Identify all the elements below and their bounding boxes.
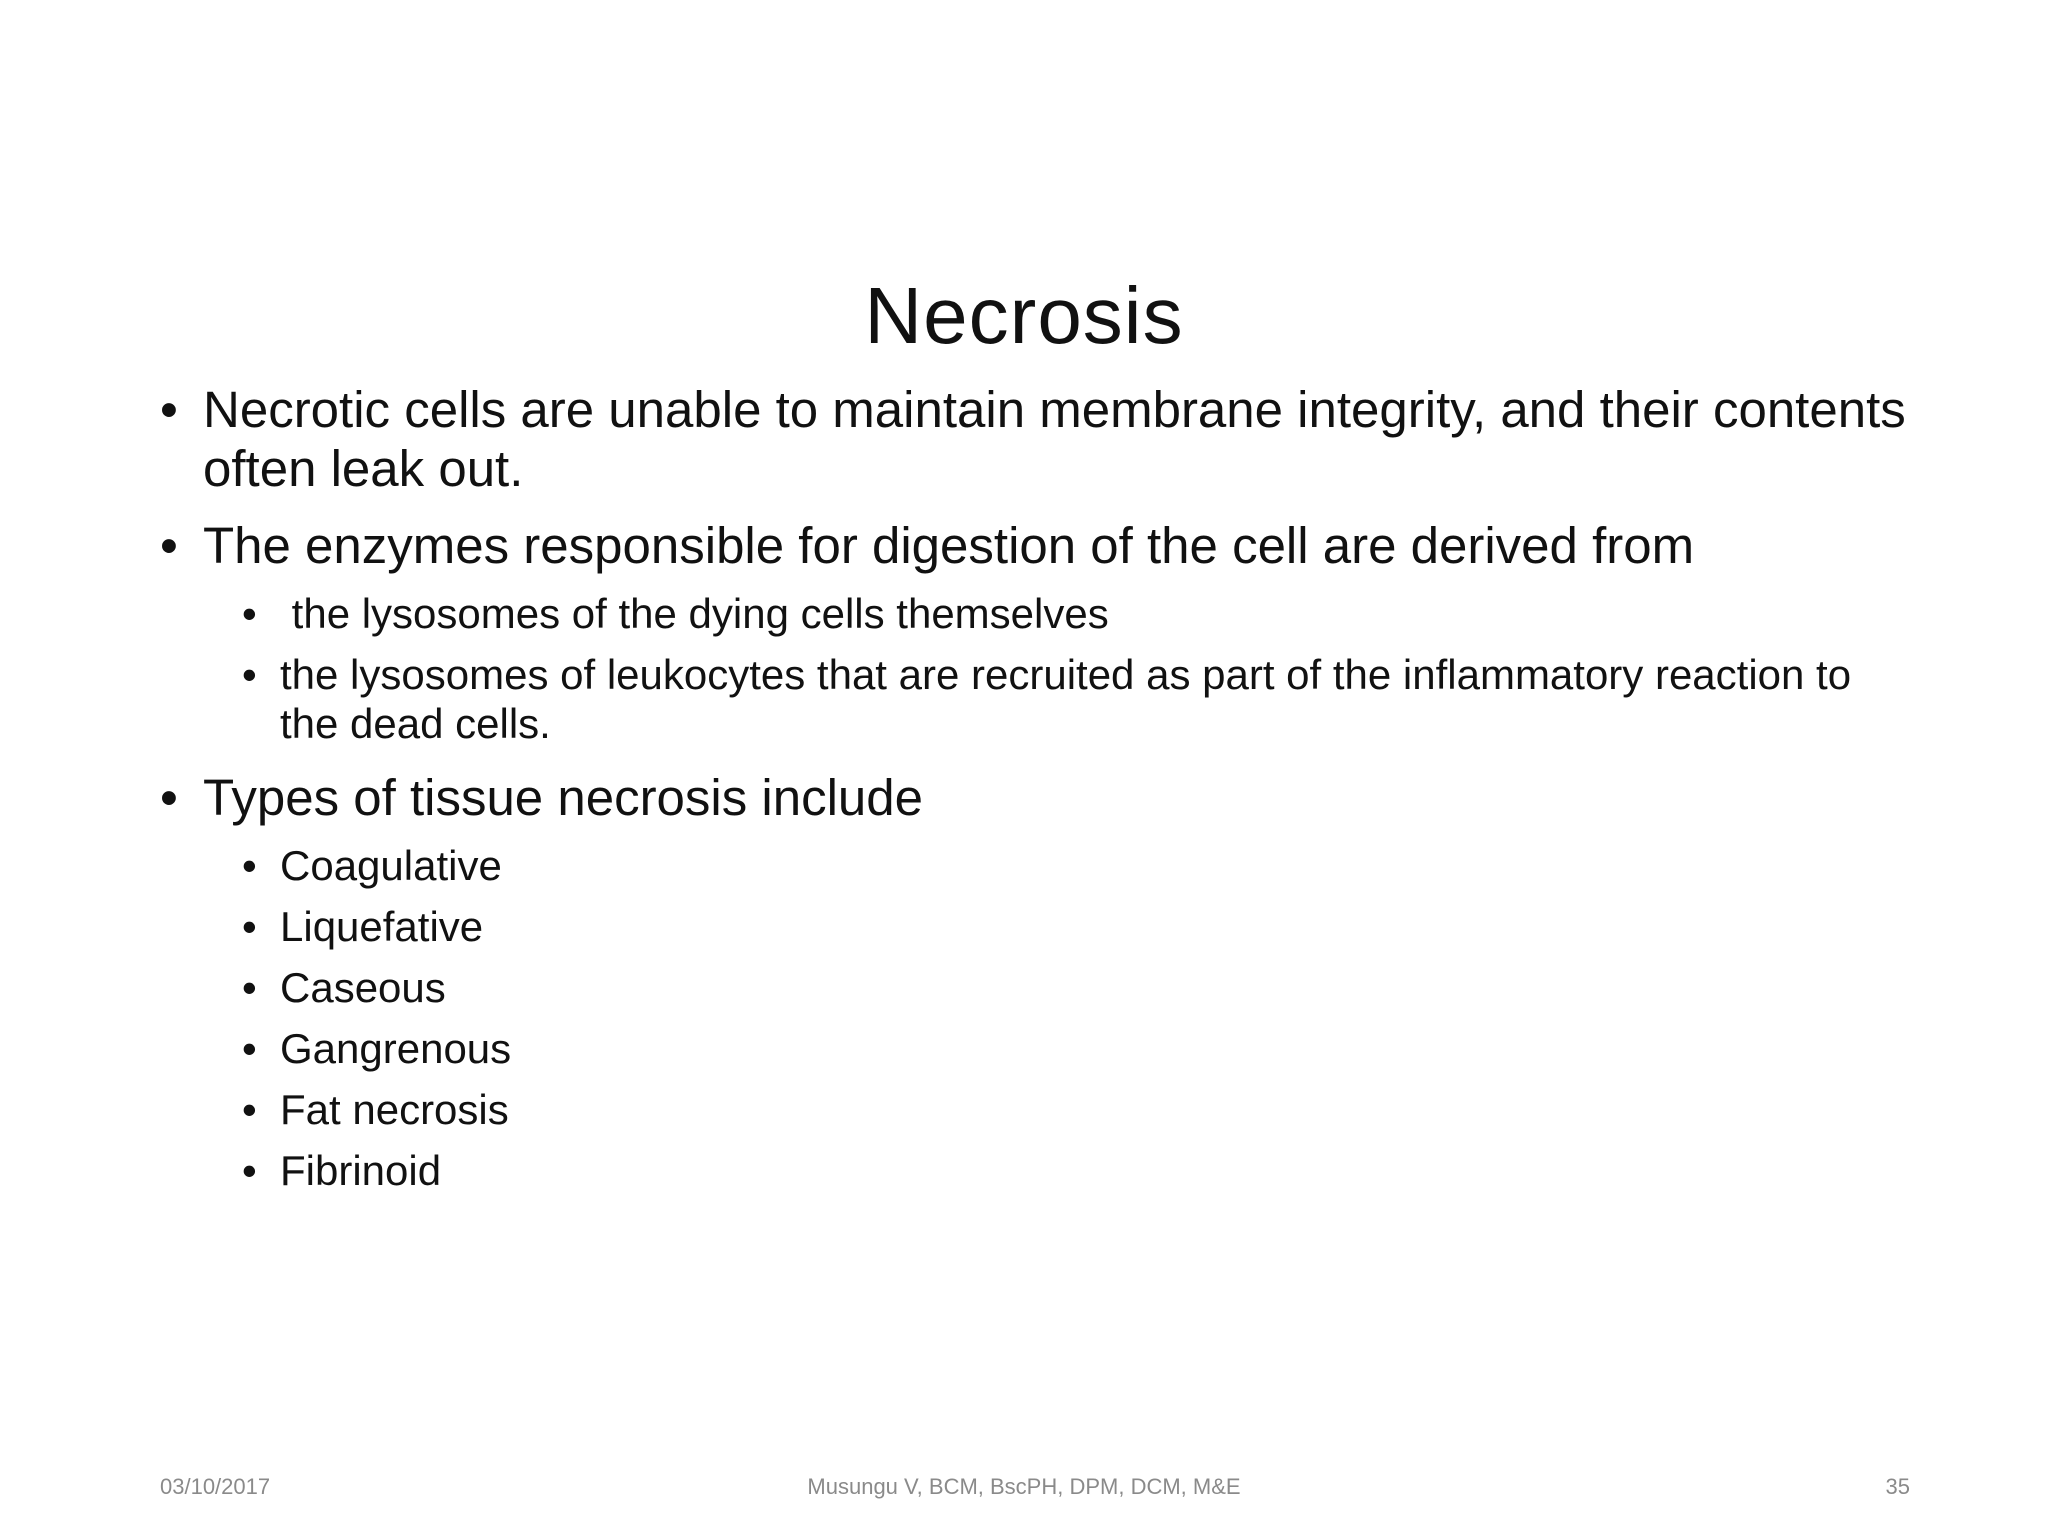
slide-title: Necrosis [864, 271, 1184, 360]
sub-bullet-text: Liquefative [280, 903, 484, 950]
footer-author: Musungu V, BCM, BscPH, DPM, DCM, M&E [807, 1474, 1241, 1499]
bullet-text: Types of tissue necrosis include [203, 769, 924, 826]
sub-bullet-text: Caseous [280, 964, 446, 1011]
sub-bullet-text: Fibrinoid [280, 1147, 442, 1194]
sub-bullet-point [242, 589, 1920, 638]
bullet-text: Necrotic cells are unable to maintain membrane integrity, and their contents often leak out. [203, 381, 1906, 497]
bullet-icon: • [242, 842, 257, 889]
bullet-icon: • [242, 903, 257, 950]
sub-bullet-point [242, 650, 1920, 748]
bullet-icon: • [242, 651, 257, 698]
sub-bullet-text: Gangrenous [280, 1025, 512, 1072]
sub-bullet-point [242, 1085, 1920, 1134]
footer-page-number: 35 [1885, 1474, 1910, 1499]
sub-bullet-point [242, 902, 1920, 951]
bullet-icon: • [242, 590, 257, 637]
bullet-point-2 [160, 516, 1920, 575]
bullet-icon: • [242, 1086, 257, 1133]
sub-bullet-text: Fat necrosis [280, 1086, 509, 1133]
bullet-icon: • [160, 769, 178, 826]
bullet-text: The enzymes responsible for digestion of the cell are derived from [203, 517, 1695, 574]
sub-bullet-point [242, 1146, 1920, 1195]
sub-bullet-text: the lysosomes of leukocytes that are recruited as part of the inflammatory reaction to the dead cells. [280, 651, 1852, 747]
bullet-point-1 [160, 380, 1920, 498]
bullet-icon: • [160, 381, 178, 438]
bullet-icon: • [242, 1147, 257, 1194]
footer-date: 03/10/2017 [160, 1474, 271, 1499]
sub-bullet-point [242, 963, 1920, 1012]
bullet-icon: • [160, 517, 178, 574]
sub-bullet-list-necrosis-types [242, 841, 1920, 1195]
bullet-point-3 [160, 768, 1920, 827]
sub-bullet-text: Coagulative [280, 842, 502, 889]
slide-body [160, 380, 1920, 1215]
sub-bullet-list-enzymes [242, 589, 1920, 748]
bullet-icon: • [242, 1025, 257, 1072]
sub-bullet-point [242, 1024, 1920, 1073]
bullet-icon: • [242, 964, 257, 1011]
sub-bullet-point [242, 841, 1920, 890]
sub-bullet-text: the lysosomes of the dying cells themselves [280, 590, 1109, 637]
